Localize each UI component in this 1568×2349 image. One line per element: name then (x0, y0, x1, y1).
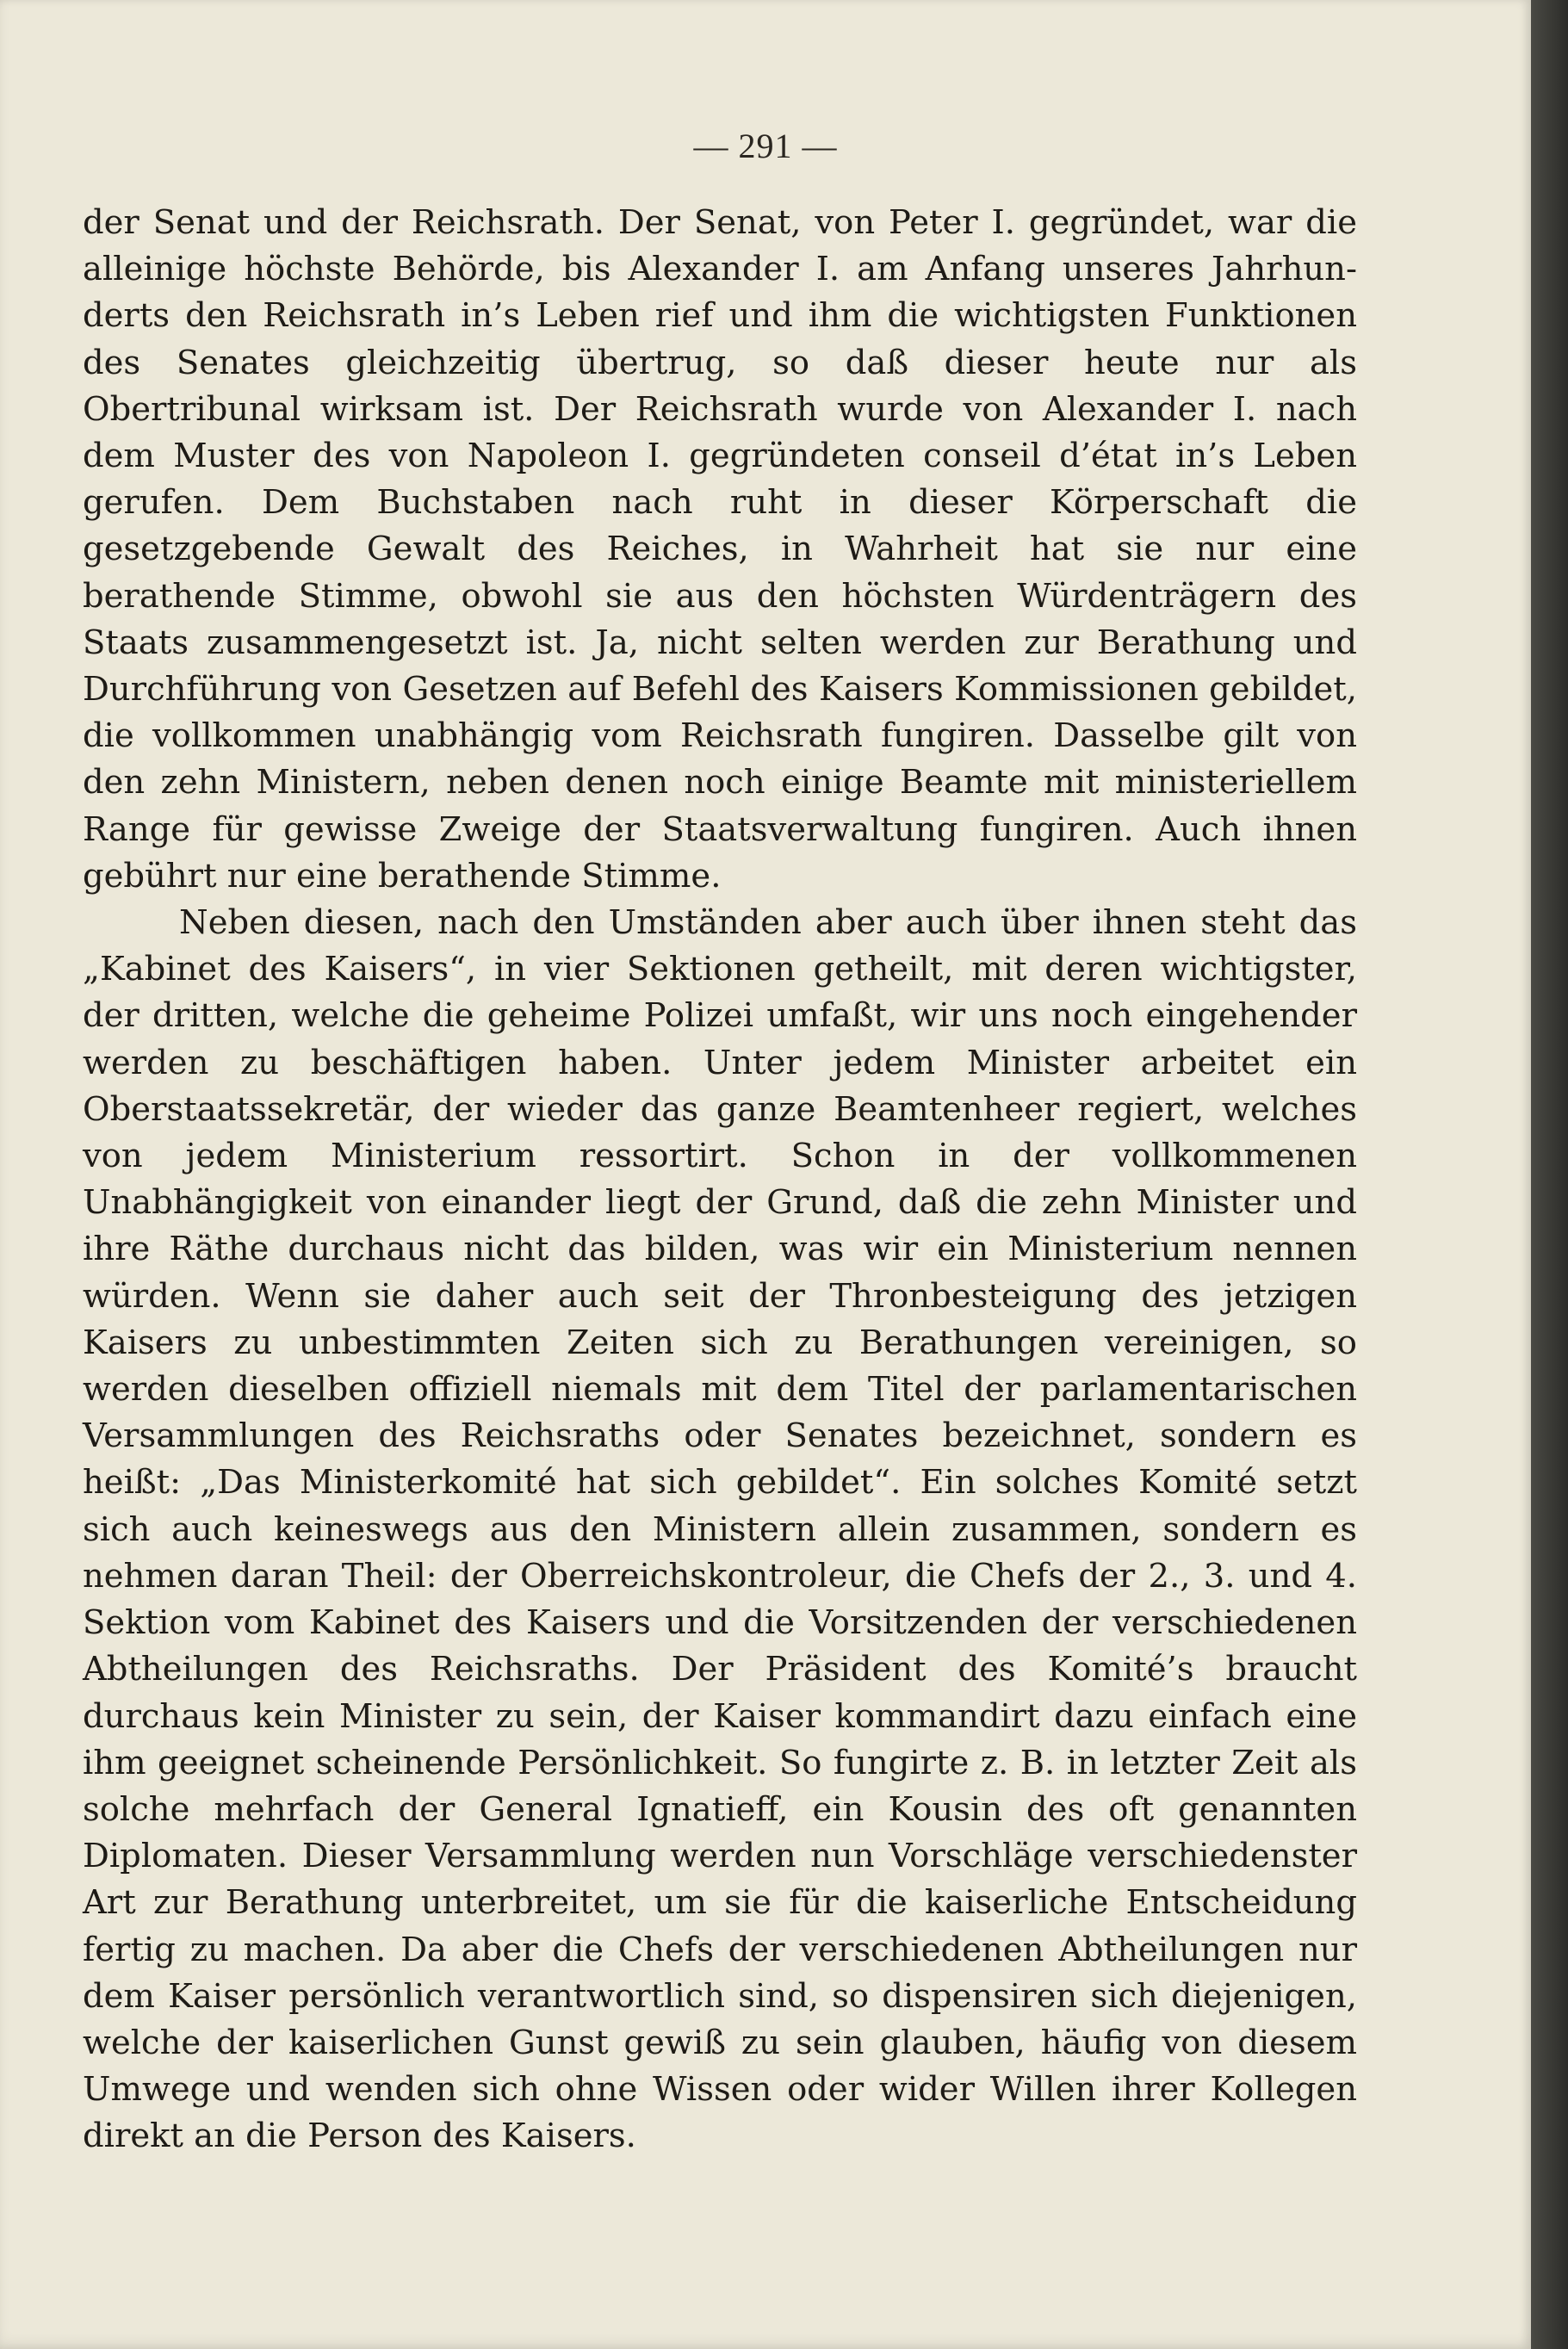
page-number: — 291 — (693, 127, 838, 165)
paragraph-1: der Senat und der Reichsrath. Der Senat, von Peter I. gegründet, war die alleinige höchste Behörde, bis Alexander I. am Anfang unseres Jahrhunderts den Reichsrath in’s Leben rief und ihm die wichtigsten Funktionen des Senates gleichzeitig übertrug, so daß dieser heute nur als Obertribunal wirksam ist. Der Reichsrath wurde von Alexander I. nach dem Muster des von Napoleon I. gegründeten conseil d’état in’s Leben gerufen. Dem Buchstaben nach ruht in dieser Körperschaft die gesetzgebende Gewalt des Reiches, in Wahrheit hat sie nur eine berathende Stimme, obwohl sie aus den höchsten Würdenträgern des Staats zusammengesetzt ist. Ja, nicht selten werden zur Berathung und Durchführung von Gesetzen auf Befehl des Kaisers Kommissionen gebildet, die vollkommen unabhängig vom Reichsrath fungiren. Dasselbe gilt von den zehn Ministern, neben denen noch einige Beamte mit ministeriellem Range für gewisse Zweige der Staatsverwaltung fungiren. Auch ihnen gebührt nur eine berathende Stimme. (83, 203, 1357, 896)
paragraph-2: Neben diesen, nach den Umständen aber auch über ihnen steht das „Kabinet des Kaisers“, in vier Sektionen getheilt, mit deren wichtigster, der dritten, welche die geheime Polizei umfaßt, wir uns noch eingehender werden zu beschäftigen haben. Unter jedem Minister arbeitet ein Oberstaatssekretär, der wieder das ganze Beamtenheer regiert, welches von jedem Ministerium ressortirt. Schon in der vollkommenen Unabhängigkeit von einander liegt der Grund, daß die zehn Minister und ihre Räthe durchaus nicht das bilden, was wir ein Ministerium nennen würden. Wenn sie daher auch seit der Thronbesteigung des jetzigen Kaisers zu unbestimmten Zeiten sich zu Berathungen vereinigen, so werden dieselben offiziell niemals mit dem Titel der parlamentarischen Versammlungen des Reichsraths oder Senates bezeichnet, sondern es heißt: „Das Ministerkomité hat sich gebildet“. Ein solches Komité setzt sich auch keineswegs aus den Ministern allein zusammen, sondern es nehmen daran Theil: der Oberreichskontroleur, die Chefs der 2., 3. und 4. Sektion vom Kabinet des Kaisers und die Vorsitzenden der verschiedenen Abtheilungen des Reichsraths. Der Präsident des Komité’s braucht durchaus kein Minister zu sein, der Kaiser kommandirt dazu einfach eine ihm geeignet scheinende Persönlichkeit. So fungirte z. B. in letzter Zeit als solche mehrfach der General Ignatieff, ein Kousin des oft genannten Diplomaten. Dieser Versammlung werden nun Vorschläge verschiedenster Art zur Berathung unterbreitet, um sie für die kaiserliche Entscheidung fertig zu machen. Da aber die Chefs der verschiedenen Abtheilungen nur dem Kaiser persönlich verantwortlich sind, so dispensiren sich diejenigen, welche der kaiserlichen Gunst gewiß zu sein glauben, häufig von diesem Umwege und wenden sich ohne Wissen oder wider Willen ihrer Kollegen direkt an die Person des Kaisers. (83, 903, 1357, 2156)
page-edge-shadow (1531, 0, 1568, 2349)
body-text (83, 200, 1357, 2160)
